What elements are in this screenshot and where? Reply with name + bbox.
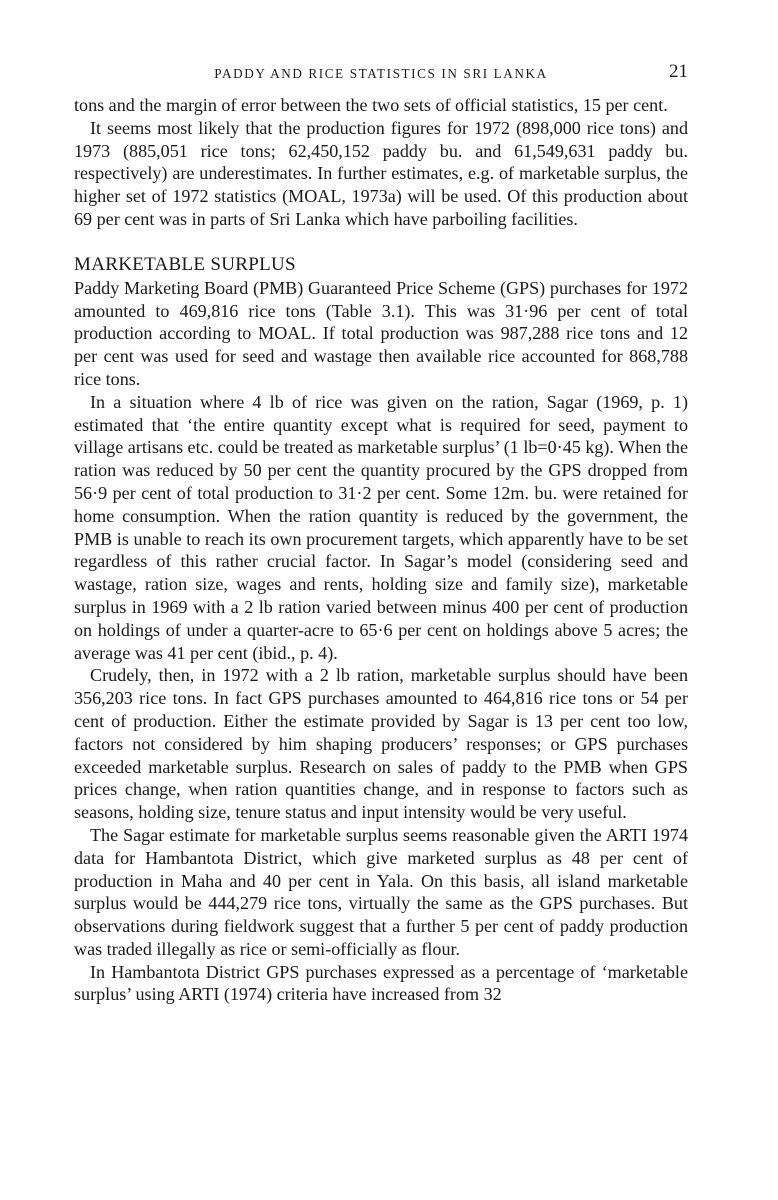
- paragraph-hambantota: In Hambantota District GPS purchases expressed as a percentage of ‘marketable surplus’ using ARTI (1974) criteria have increased from 32: [74, 961, 688, 1005]
- paragraph-production-estimates: It seems most likely that the production figures for 1972 (898,000 rice tons) and 1973 (885,051 rice tons; 62,450,152 paddy bu. and 61,549,631 paddy bu. respectively) are underestimates. In further estimates, e.g. of marketable surplus, the higher set of 1972 statistics (MOAL, 1973a) will be used. Of this production about 69 per cent was in parts of Sri Lanka which have parboiling facilities.: [74, 117, 688, 229]
- paragraph-1972-surplus: Crudely, then, in 1972 with a 2 lb ration, marketable surplus should have been 356,203 rice tons. In fact GPS purchases amounted to 464,816 rice tons or 54 per cent of production. Either the estimate provided by Sagar is 13 per cent too low, factors not considered by him shaping producers’ responses; or GPS purchases exceeded marketable surplus. Research on sales of paddy to the PMB when GPS prices change, when ration quantities change, and in response to factors such as seasons, holding size, tenure status and input intensity would be very useful.: [74, 665, 688, 823]
- running-title: PADDY AND RICE STATISTICS IN SRI LANKA: [214, 66, 548, 81]
- paragraph-continuation: tons and the margin of error between the two sets of official statistics, 15 per cent.: [74, 95, 668, 115]
- section-heading: MARKETABLE SURPLUS: [74, 253, 296, 275]
- paragraph-sagar-ration: In a situation where 4 lb of rice was given on the ration, Sagar (1969, p. 1) estimated that ‘the entire quantity except what is required for seed, payment to village artisans etc. could be treated as marketable surplus’ (1 lb=0·45 kg). When the ration was reduced by 50 per cent the quantity procured by the GPS dropped from 56·9 per cent of total production to 31·2 per cent. Some 12m. bu. were retained for home consumption. When the ration quantity is reduced by the government, the PMB is unable to reach its own procurement targets, which apparently have to be set regardless of this rather crucial factor. In Sagar’s model (considering seed and wastage, ration size, wages and rents, holding size and family size), marketable surplus in 1969 with a 2 lb ration varied between minus 400 per cent of production on holdings of under a quarter-acre to 65·6 per cent on holdings above 5 acres; the average was 41 per cent (ibid., p. 4).: [74, 391, 688, 663]
- paragraph-pmb-purchases: Paddy Marketing Board (PMB) Guaranteed Price Scheme (GPS) purchases for 1972 amounted to 469,816 rice tons (Table 3.1). This was 31·96 per cent of total production according to MOAL. If total production was 987,288 rice tons and 12 per cent was used for seed and wastage then available rice accounted for 868,788 rice tons.: [74, 277, 688, 389]
- book-page: [74, 60, 688, 1006]
- page-number: 21: [669, 61, 688, 82]
- paragraph-arti-estimate: The Sagar estimate for marketable surplus seems reasonable given the ARTI 1974 data for Hambantota District, which give marketed surplus as 48 per cent of production in Maha and 40 per cent in Yala. On this basis, all island marketable surplus would be 444,279 rice tons, virtually the same as the GPS purchases. But observations during fieldwork suggest that a further 5 per cent of paddy production was traded illegally as rice or semi-officially as flour.: [74, 824, 688, 959]
- running-head: [74, 60, 688, 94]
